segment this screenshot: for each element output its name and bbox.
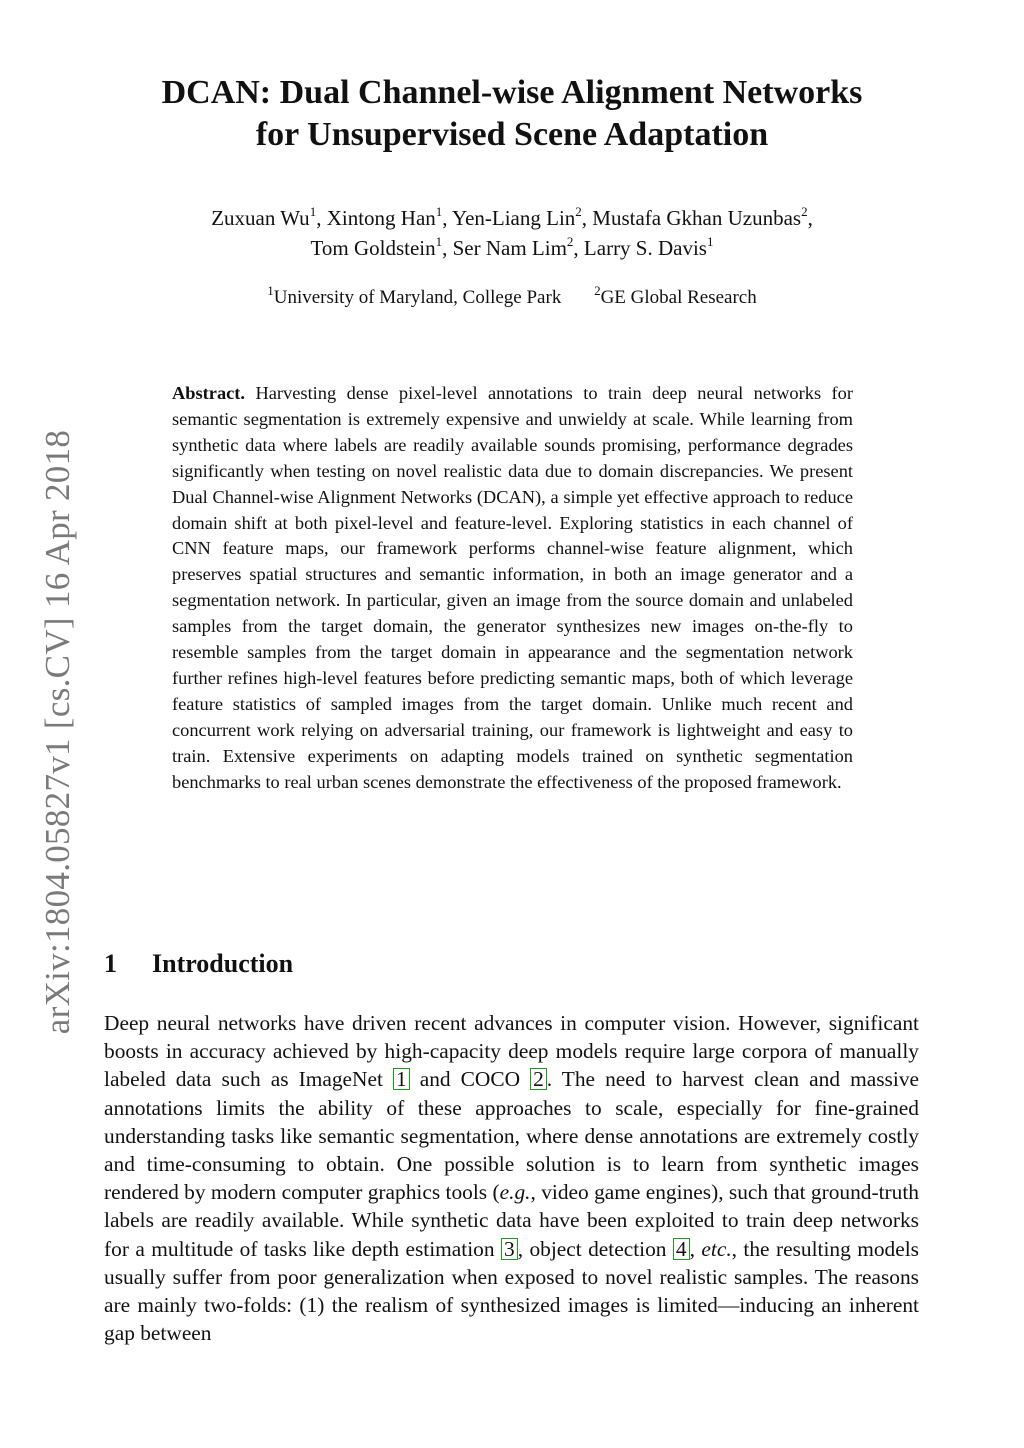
author-line-2	[100, 233, 924, 263]
arxiv-identifier: arXiv:1804.05827v1 [cs.CV] 16 Apr 2018	[38, 429, 77, 1035]
author-name: Mustafa Gkhan Uzunbas	[592, 206, 802, 230]
author-separator: ,	[442, 236, 453, 260]
author-name: Yen-Liang Lin	[452, 206, 576, 230]
author-name: Xintong Han	[326, 206, 436, 230]
author-list	[100, 203, 924, 263]
intro-italic-text: e.g.	[499, 1180, 531, 1205]
citation-link[interactable]: 4	[673, 1238, 690, 1260]
author-name: Ser Nam Lim	[452, 236, 567, 260]
author-affiliation-mark: 2	[575, 204, 582, 219]
author-separator: ,	[581, 206, 593, 230]
author-name: Zuxuan Wu	[211, 206, 310, 230]
author-separator: ,	[442, 206, 452, 230]
section-heading-introduction	[104, 946, 604, 982]
intro-text: , the resulting models usually suffer from poor generalization when exposed to novel realistic samples. The reasons are mainly two-folds: (1) the realism of synthesized images is limited—inducing an inherent gap between	[104, 1236, 920, 1346]
author-separator: ,	[573, 236, 584, 260]
intro-text: , video game engines), such that ground-truth labels are readily available. While synthetic data have been exploited to train deep networks for a multitude of tasks like depth estimation	[104, 1180, 919, 1261]
author-affiliation-mark: 1	[706, 234, 714, 249]
abstract-label: Abstract.	[172, 383, 246, 403]
affiliation-name: University of Maryland, College Park	[273, 287, 562, 308]
affiliation-mark: 1	[267, 282, 274, 298]
affiliation-name: GE Global Research	[600, 287, 757, 308]
title-line-2: for Unsupervised Scene Adaptation	[255, 116, 769, 153]
citation-link[interactable]: 2	[530, 1068, 547, 1090]
intro-text: ,	[689, 1236, 702, 1261]
author-name: Larry S. Davis	[583, 236, 707, 260]
author-line-1	[100, 203, 924, 233]
introduction-paragraph	[104, 1009, 919, 1347]
author-affiliation-mark: 2	[801, 204, 808, 219]
title-line-1: DCAN: Dual Channel-wise Alignment Networks	[161, 74, 863, 111]
author-affiliation-mark: 1	[435, 234, 443, 249]
abstract	[172, 381, 853, 796]
author-affiliation-mark: 1	[435, 204, 443, 219]
citation-link[interactable]: 1	[393, 1068, 410, 1090]
affiliation-2	[594, 282, 757, 311]
author-name: Tom Goldstein	[310, 236, 436, 260]
affiliation-list	[100, 282, 924, 311]
section-number: 1	[104, 949, 117, 978]
affiliation-1	[267, 282, 562, 311]
citation-link[interactable]: 3	[501, 1238, 518, 1260]
intro-text: Deep neural networks have driven recent advances in computer vision. However, significant boosts in accuracy achieved by high-capacity deep models require large corpora of manually labeled data such as ImageNet	[104, 1011, 919, 1092]
intro-text: . The need to harvest clean and massive annotations limits the ability of these approaches to scale, especially for fine-grained understanding tasks like semantic segmentation, where dense annotations are extremely costly and time-consuming to obtain. One possible solution is to learn from synthetic images rendered by modern computer graphics tools (	[104, 1067, 920, 1205]
author-separator: ,	[316, 206, 327, 230]
abstract-text: Harvesting dense pixel-level annotations to train deep neural networks for semantic segmentation is extremely expensive and unwieldy at scale. While learning from synthetic data where labels are readily available sounds promising, performance degrades significantly when testing on novel realistic data due to domain discrepancies. We present Dual Channel-wise Alignment Networks (DCAN), a simple yet effective approach to reduce domain shift at both pixel-level and feature-level. Exploring statistics in each channel of CNN feature maps, our framework performs channel-wise feature alignment, which preserves spatial structures and semantic information, in both an image generator and a segmentation network. In particular, given an image from the source domain and unlabeled samples from the target domain, the generator synthesizes new images on-the-fly to resemble samples from the target domain in appearance and the segmentation network further refines high-level features before predicting semantic maps, both of which leverage feature statistics of sampled images from the target domain. Unlike much recent and concurrent work relying on adversarial training, our framework is lightweight and easy to train. Extensive experiments on adapting models trained on synthetic segmentation benchmarks to real urban scenes demonstrate the effectiveness of the proposed framework.	[172, 383, 853, 792]
intro-italic-text: etc.	[701, 1236, 732, 1261]
intro-text: and COCO	[409, 1067, 531, 1092]
author-separator: ,	[807, 206, 813, 230]
section-title: Introduction	[152, 949, 294, 978]
author-affiliation-mark: 2	[566, 234, 574, 249]
affiliation-mark: 2	[594, 282, 601, 298]
author-affiliation-mark: 1	[309, 204, 317, 219]
paper-title	[80, 72, 944, 156]
intro-text: , object detection	[517, 1236, 673, 1261]
